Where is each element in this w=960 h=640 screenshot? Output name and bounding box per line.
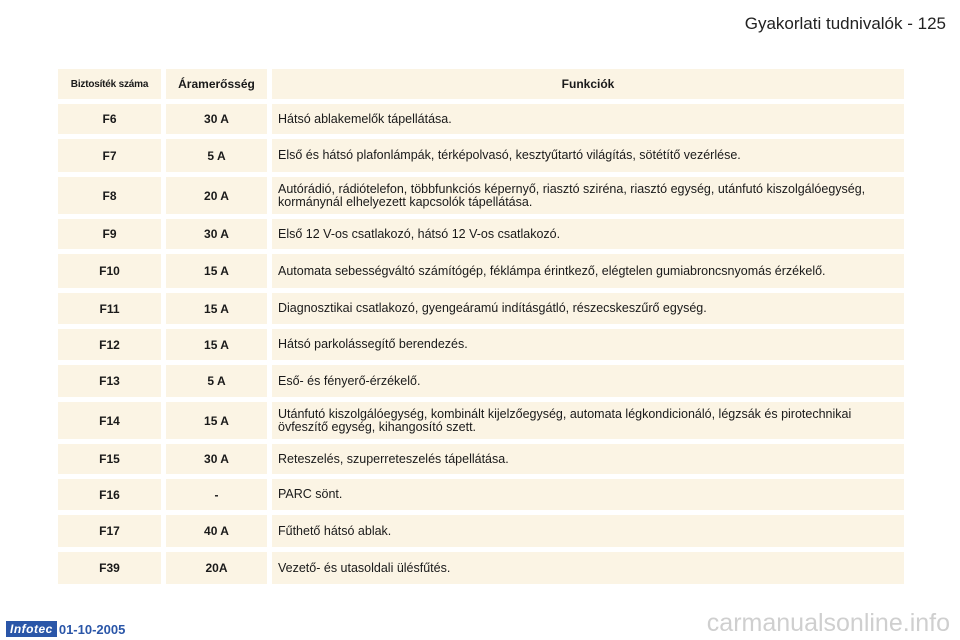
fuse-number: F13: [58, 365, 161, 397]
infotec-logo: Infotec: [6, 621, 57, 637]
fuse-number: F14: [58, 402, 161, 439]
fuse-amperage: 15 A: [166, 402, 267, 439]
table-row: [58, 219, 904, 249]
fuse-amperage: 15 A: [166, 254, 267, 288]
fuse-function: Automata sebességváltó számítógép, féklámpa érintkező, elégtelen gumiabroncsnyomás érzékelő.: [272, 254, 904, 288]
fuse-amperage: 5 A: [166, 139, 267, 172]
fuse-number: F8: [58, 177, 161, 214]
fuse-function: Hátsó parkolássegítő berendezés.: [272, 329, 904, 360]
fuse-number: F15: [58, 444, 161, 474]
edition-date: 01-10-2005: [58, 621, 126, 637]
fuse-amperage: 15 A: [166, 293, 267, 324]
fuse-function: PARC sönt.: [272, 479, 904, 510]
fuse-number: F9: [58, 219, 161, 249]
fuse-function: Fűthető hátsó ablak.: [272, 515, 904, 547]
column-header-fuse: Biztosíték száma: [58, 69, 161, 99]
fuse-number: F16: [58, 479, 161, 510]
fuse-number: F12: [58, 329, 161, 360]
fuse-function: Hátsó ablakemelők tápellátása.: [272, 104, 904, 134]
table-row: [58, 139, 904, 172]
table-row: [58, 177, 904, 214]
fuse-amperage: 20A: [166, 552, 267, 584]
table-row: [58, 479, 904, 510]
fuse-table: [58, 69, 904, 589]
table-header-row: [58, 69, 904, 99]
fuse-number: F17: [58, 515, 161, 547]
table-row: [58, 104, 904, 134]
footer: [6, 621, 125, 637]
fuse-amperage: 30 A: [166, 104, 267, 134]
fuse-amperage: 30 A: [166, 444, 267, 474]
fuse-number: F39: [58, 552, 161, 584]
table-row: [58, 365, 904, 397]
table-row: [58, 402, 904, 439]
column-header-functions: Funkciók: [272, 69, 904, 99]
fuse-amperage: 40 A: [166, 515, 267, 547]
fuse-number: F7: [58, 139, 161, 172]
table-row: [58, 254, 904, 288]
fuse-function: Vezető- és utasoldali ülésfűtés.: [272, 552, 904, 584]
fuse-function: Eső- és fényerő-érzékelő.: [272, 365, 904, 397]
table-row: [58, 293, 904, 324]
table-row: [58, 329, 904, 360]
fuse-number: F11: [58, 293, 161, 324]
fuse-number: F6: [58, 104, 161, 134]
fuse-function: Reteszelés, szuperreteszelés tápellátása.: [272, 444, 904, 474]
fuse-function: Diagnosztikai csatlakozó, gyengeáramú indításgátló, részecskeszűrő egység.: [272, 293, 904, 324]
table-row: [58, 515, 904, 547]
fuse-amperage: 15 A: [166, 329, 267, 360]
fuse-number: F10: [58, 254, 161, 288]
fuse-function: Első 12 V-os csatlakozó, hátsó 12 V-os csatlakozó.: [272, 219, 904, 249]
column-header-amperage: Áramerősség: [166, 69, 267, 99]
fuse-function: Utánfutó kiszolgálóegység, kombinált kijelzőegység, automata légkondicionáló, légzsák és pirotechnikai övfeszítő egység, kihangosító szett.: [272, 402, 904, 439]
fuse-amperage: 5 A: [166, 365, 267, 397]
fuse-function: Autórádió, rádiótelefon, többfunkciós képernyő, riasztó sziréna, riasztó egység, utánfutó kiszolgálóegység, kormánynál elhelyezett kapcsolók tápellátása.: [272, 177, 904, 214]
fuse-amperage: 30 A: [166, 219, 267, 249]
fuse-amperage: 20 A: [166, 177, 267, 214]
fuse-amperage: -: [166, 479, 267, 510]
fuse-function: Első és hátsó plafonlámpák, térképolvasó, kesztyűtartó világítás, sötétítő vezérlése.: [272, 139, 904, 172]
table-row: [58, 552, 904, 584]
page-title: Gyakorlati tudnivalók - 125: [744, 14, 946, 33]
table-row: [58, 444, 904, 474]
watermark: carmanualsonline.info: [706, 609, 950, 637]
